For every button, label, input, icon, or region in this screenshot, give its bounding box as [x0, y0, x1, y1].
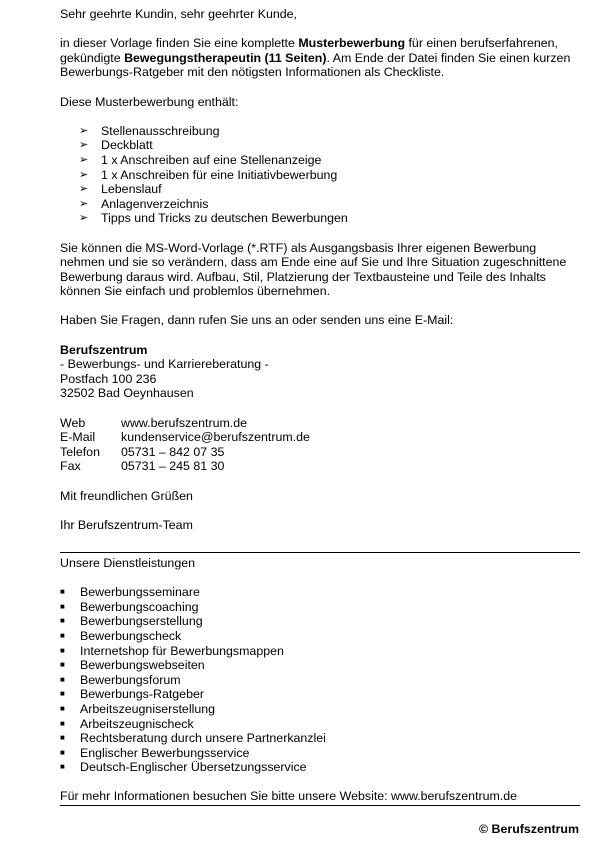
- signature: Ihr Berufszentrum-Team: [60, 517, 193, 532]
- square-bullet-icon: ■: [60, 703, 65, 713]
- company-name: Berufszentrum: [60, 342, 148, 357]
- intro-bold-2: Bewegungstherapeutin (11 Seiten): [124, 50, 327, 65]
- services-heading: Unsere Dienstleistungen: [60, 555, 195, 570]
- contact-row: [60, 445, 310, 460]
- contents-item: ➢ 1 x Anschreiben für eine Initiativbewerbung: [79, 167, 338, 182]
- template-note: Sie können die MS-Word-Vorlage (*.RTF) als Ausgangsbasis Ihrer eigenen Bewerbung nehmen und sie so verändern, dass am Ende eine auf Sie und Ihre Situation zugeschnittene Bewerbung daraus wird. Aufbau, Stil, Platzierung der Textbausteine und Teile des Inhalts können Sie einfach und problemlos übernehmen.: [60, 240, 567, 299]
- contact-label: E-Mail: [60, 430, 96, 445]
- company-tagline: - Bewerbungs- und Karriereberatung -: [60, 357, 269, 372]
- square-bullet-icon: ■: [60, 733, 65, 743]
- contents-item: ➢ Stellenausschreibung: [79, 123, 220, 138]
- contact-label: Fax: [60, 459, 81, 474]
- questions-text: Haben Sie Fragen, dann rufen Sie uns an oder senden uns eine E-Mail:: [60, 313, 454, 328]
- square-bullet-icon: ■: [60, 645, 65, 655]
- intro-paragraph: [60, 36, 580, 80]
- greeting: Sehr geehrte Kundin, sehr geehrter Kunde,: [60, 7, 297, 21]
- address-block: [60, 343, 580, 401]
- contact-row: [60, 430, 310, 445]
- square-bullet-icon: ■: [60, 601, 65, 611]
- address-city: 32502 Bad Oeynhausen: [60, 386, 194, 401]
- square-bullet-icon: ■: [60, 630, 65, 640]
- service-item: ■ Rechtsberatung durch unsere Partnerkanzlei: [60, 731, 326, 746]
- square-bullet-icon: ■: [60, 689, 65, 699]
- intro-text-2: für einen berufserfahrenen, gekündigte: [60, 36, 558, 65]
- fax-value: 05731 – 245 81 30: [121, 459, 225, 474]
- service-item: ■ Bewerbungscoaching: [60, 599, 199, 614]
- service-item: ■ Deutsch-Englischer Übersetzungsservice: [60, 760, 307, 775]
- service-item: ■ Arbeitszeugniserstellung: [60, 701, 215, 716]
- arrow-bullet-icon: ➢: [79, 153, 89, 166]
- service-item: ■ Englischer Bewerbungsservice: [60, 745, 250, 760]
- contents-item: ➢ Anlagenverzeichnis: [79, 196, 209, 211]
- arrow-bullet-icon: ➢: [79, 212, 89, 225]
- arrow-bullet-icon: ➢: [79, 139, 89, 152]
- square-bullet-icon: ■: [60, 616, 65, 626]
- contact-label: Web: [60, 415, 86, 430]
- services-list: [60, 585, 580, 775]
- contents-heading: Diese Musterbewerbung enthält:: [60, 94, 239, 109]
- square-bullet-icon: ■: [60, 587, 65, 597]
- square-bullet-icon: ■: [60, 660, 65, 670]
- divider: [60, 552, 580, 553]
- document-body: [60, 7, 580, 806]
- arrow-bullet-icon: ➢: [79, 124, 89, 137]
- intro-text-1: in dieser Vorlage finden Sie eine komplette: [60, 36, 299, 51]
- service-item: ■ Bewerbungsseminare: [60, 585, 200, 600]
- service-item: ■ Internetshop für Bewerbungsmappen: [60, 643, 284, 658]
- square-bullet-icon: ■: [60, 718, 65, 728]
- closing: Mit freundlichen Grüßen: [60, 488, 193, 503]
- service-item: ■ Bewerbungswebseiten: [60, 658, 205, 673]
- contents-item: ➢ Lebenslauf: [79, 182, 162, 197]
- contact-table: [60, 416, 310, 474]
- contact-row: [60, 459, 310, 474]
- contents-item: ➢ 1 x Anschreiben auf eine Stellenanzeige: [79, 152, 322, 167]
- contact-label: Telefon: [60, 444, 100, 459]
- intro-text-3: . Am Ende der Datei finden Sie einen kurzen Bewerbungs-Ratgeber mit den nötigsten Informationen als Checkliste.: [60, 50, 571, 80]
- web-link[interactable]: www.berufszentrum.de: [121, 415, 248, 430]
- contents-item: ➢ Tipps und Tricks zu deutschen Bewerbungen: [79, 211, 348, 226]
- address-street: Postfach 100 236: [60, 371, 157, 386]
- arrow-bullet-icon: ➢: [79, 168, 89, 181]
- service-item: ■ Bewerbungs-Ratgeber: [60, 687, 204, 702]
- square-bullet-icon: ■: [60, 674, 65, 684]
- service-item: ■ Bewerbungscheck: [60, 628, 182, 643]
- arrow-bullet-icon: ➢: [79, 183, 89, 196]
- intro-bold-1: Musterbewerbung: [298, 36, 406, 51]
- contents-list: [60, 124, 580, 226]
- copyright: © Berufszentrum: [478, 822, 579, 836]
- arrow-bullet-icon: ➢: [79, 197, 89, 210]
- contents-item: ➢ Deckblatt: [79, 138, 153, 153]
- divider-bottom: [60, 805, 580, 806]
- service-item: ■ Bewerbungserstellung: [60, 614, 203, 629]
- square-bullet-icon: ■: [60, 762, 65, 772]
- contact-row: [60, 416, 310, 431]
- square-bullet-icon: ■: [60, 747, 65, 757]
- more-info: Für mehr Informationen besuchen Sie bitte unsere Website: www.berufszentrum.de: [60, 789, 518, 804]
- service-item: ■ Bewerbungsforum: [60, 672, 181, 687]
- email-link[interactable]: kundenservice@berufszentrum.de: [121, 430, 310, 445]
- service-item: ■ Arbeitszeugnischeck: [60, 716, 194, 731]
- phone-value: 05731 – 842 07 35: [121, 444, 225, 459]
